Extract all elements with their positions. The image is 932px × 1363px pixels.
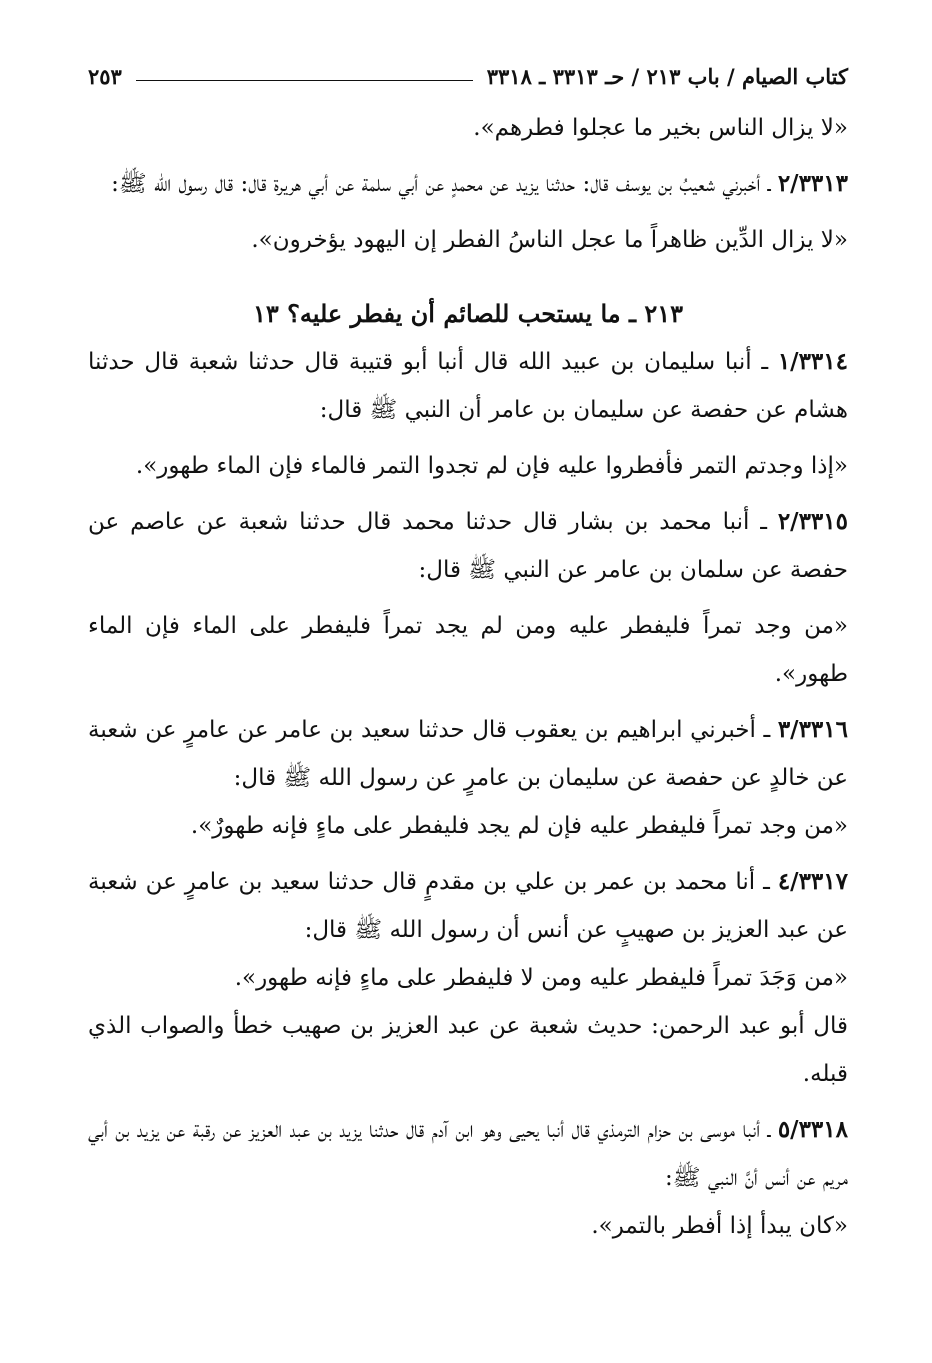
hadith-isnad — [88, 706, 848, 802]
book-page — [88, 64, 848, 1344]
header-title: كتاب الصيام / باب ٢١٣ / حـ ٣٣١٣ ـ ٣٣١٨ — [486, 64, 848, 89]
hadith-matn-quote: «لا يزال الدِّين ظاهراً ما عجل الناسُ الفطر إن اليهود يؤخرون». — [251, 227, 848, 253]
hadith-number: ٤/٣٣١٧ — [777, 868, 848, 895]
hadith-number: ٥/٣٣١٨ — [777, 1116, 848, 1143]
hadith-isnad — [88, 160, 848, 208]
hadith-number: ٢/٣٣١٣ — [777, 170, 848, 197]
hadith-chain-text: ـ أخبرني ابراهيم بن يعقوب قال حدثنا سعيد بن عامر عن عامرٍ عن شعبة عن خالدٍ عن حفصة عن سليمان بن عامرٍ عن رسول الله ﷺ قال: — [88, 717, 848, 791]
chapter-heading: ٢١٣ ـ ما يستحب للصائم أن يفطر عليه؟ ١٣ — [252, 299, 684, 328]
spacer — [88, 152, 848, 160]
spacer — [88, 208, 848, 216]
hadith-chain-text: ـ أنبا محمد بن بشار قال حدثنا محمد قال حدثنا شعبة عن عاصم عن حفصة عن سلمان بن عامر عن النبي ﷺ قال: — [88, 509, 848, 583]
hadith-isnad — [88, 1106, 848, 1202]
header-rule — [136, 80, 473, 81]
hadith-matn-quote: «من وَجَدَ تمراً فليفطر عليه ومن لا فليفطر على ماءٍ فإنه طهور». — [234, 965, 848, 991]
spacer — [88, 490, 848, 498]
hadith-matn-quote: «من وجد تمراً فليفطر عليه فإن لم يجد فليفطر على ماءٍ فإنه طهورٌ». — [190, 813, 848, 839]
hadith-isnad — [88, 498, 848, 594]
spacer — [88, 698, 848, 706]
hadith-matn-quote: «من وجد تمراً فليفطر عليه ومن لم يجد تمراً فليفطر على الماء فإن الماء طهور». — [88, 613, 848, 687]
hadith-isnad — [88, 858, 848, 954]
hadith-chain-text: ـ أنبا موسى بن حزام الترمذي قال أنبا يحيى وهو ابن آدم قال حدثنا يزيد بن عبد العزيز عن رقبة عن يزيد بن أبي مريم عن أنس أنَّ النبي ﷺ: — [88, 1117, 848, 1191]
hadith-matn-quote: «إذا وجدتم التمر فأفطروا عليه فإن لم تجدوا التمر فالماء فإن الماء طهور». — [135, 453, 848, 479]
hadith-isnad — [88, 338, 848, 434]
hadith-matn-quote: «لا يزال الناس بخير ما عجلوا فطرهم». — [473, 115, 848, 141]
spacer — [88, 1098, 848, 1106]
hadith-matn-quote: «كان يبدأ إذا أفطر بالتمر». — [591, 1213, 848, 1239]
hadith-chain-text: ـ أنبا سليمان بن عبيد الله قال أنبا أبو قتيبة قال حدثنا شعبة قال حدثنا هشام عن حفصة عن سليمان بن عامر أن النبي ﷺ قال: — [88, 349, 848, 423]
hadith-number: ١/٣٣١٤ — [777, 348, 848, 375]
spacer — [88, 264, 848, 290]
hadith-number: ٣/٣٣١٦ — [777, 716, 848, 743]
hadith-chain-text: ـ أخبرني شعيبُ بن يوسف قال: حدثنا يزيد عن محمدٍ عن أبي سلمة عن أبي هريرة قال: قال رسول الله ﷺ: — [111, 171, 778, 197]
hadith-chain-text: ـ أنا محمد بن عمر بن علي بن مقدمٍ قال حدثنا سعيد بن عامرٍ عن شعبة عن عبد العزيز بن صهيبٍ عن أنس أن رسول الله ﷺ قال: — [88, 869, 848, 943]
running-header — [88, 64, 848, 104]
body-text — [88, 104, 848, 1250]
hadith-number: ٢/٣٣١٥ — [777, 508, 848, 535]
spacer — [88, 850, 848, 858]
page-number: ٢٥٣ — [88, 64, 122, 89]
commentary-paragraph: قال أبو عبد الرحمن: حديث شعبة عن عبد العزيز بن صهيب خطأ والصواب الذي قبله. — [88, 1013, 848, 1087]
spacer — [88, 594, 848, 602]
spacer — [88, 434, 848, 442]
